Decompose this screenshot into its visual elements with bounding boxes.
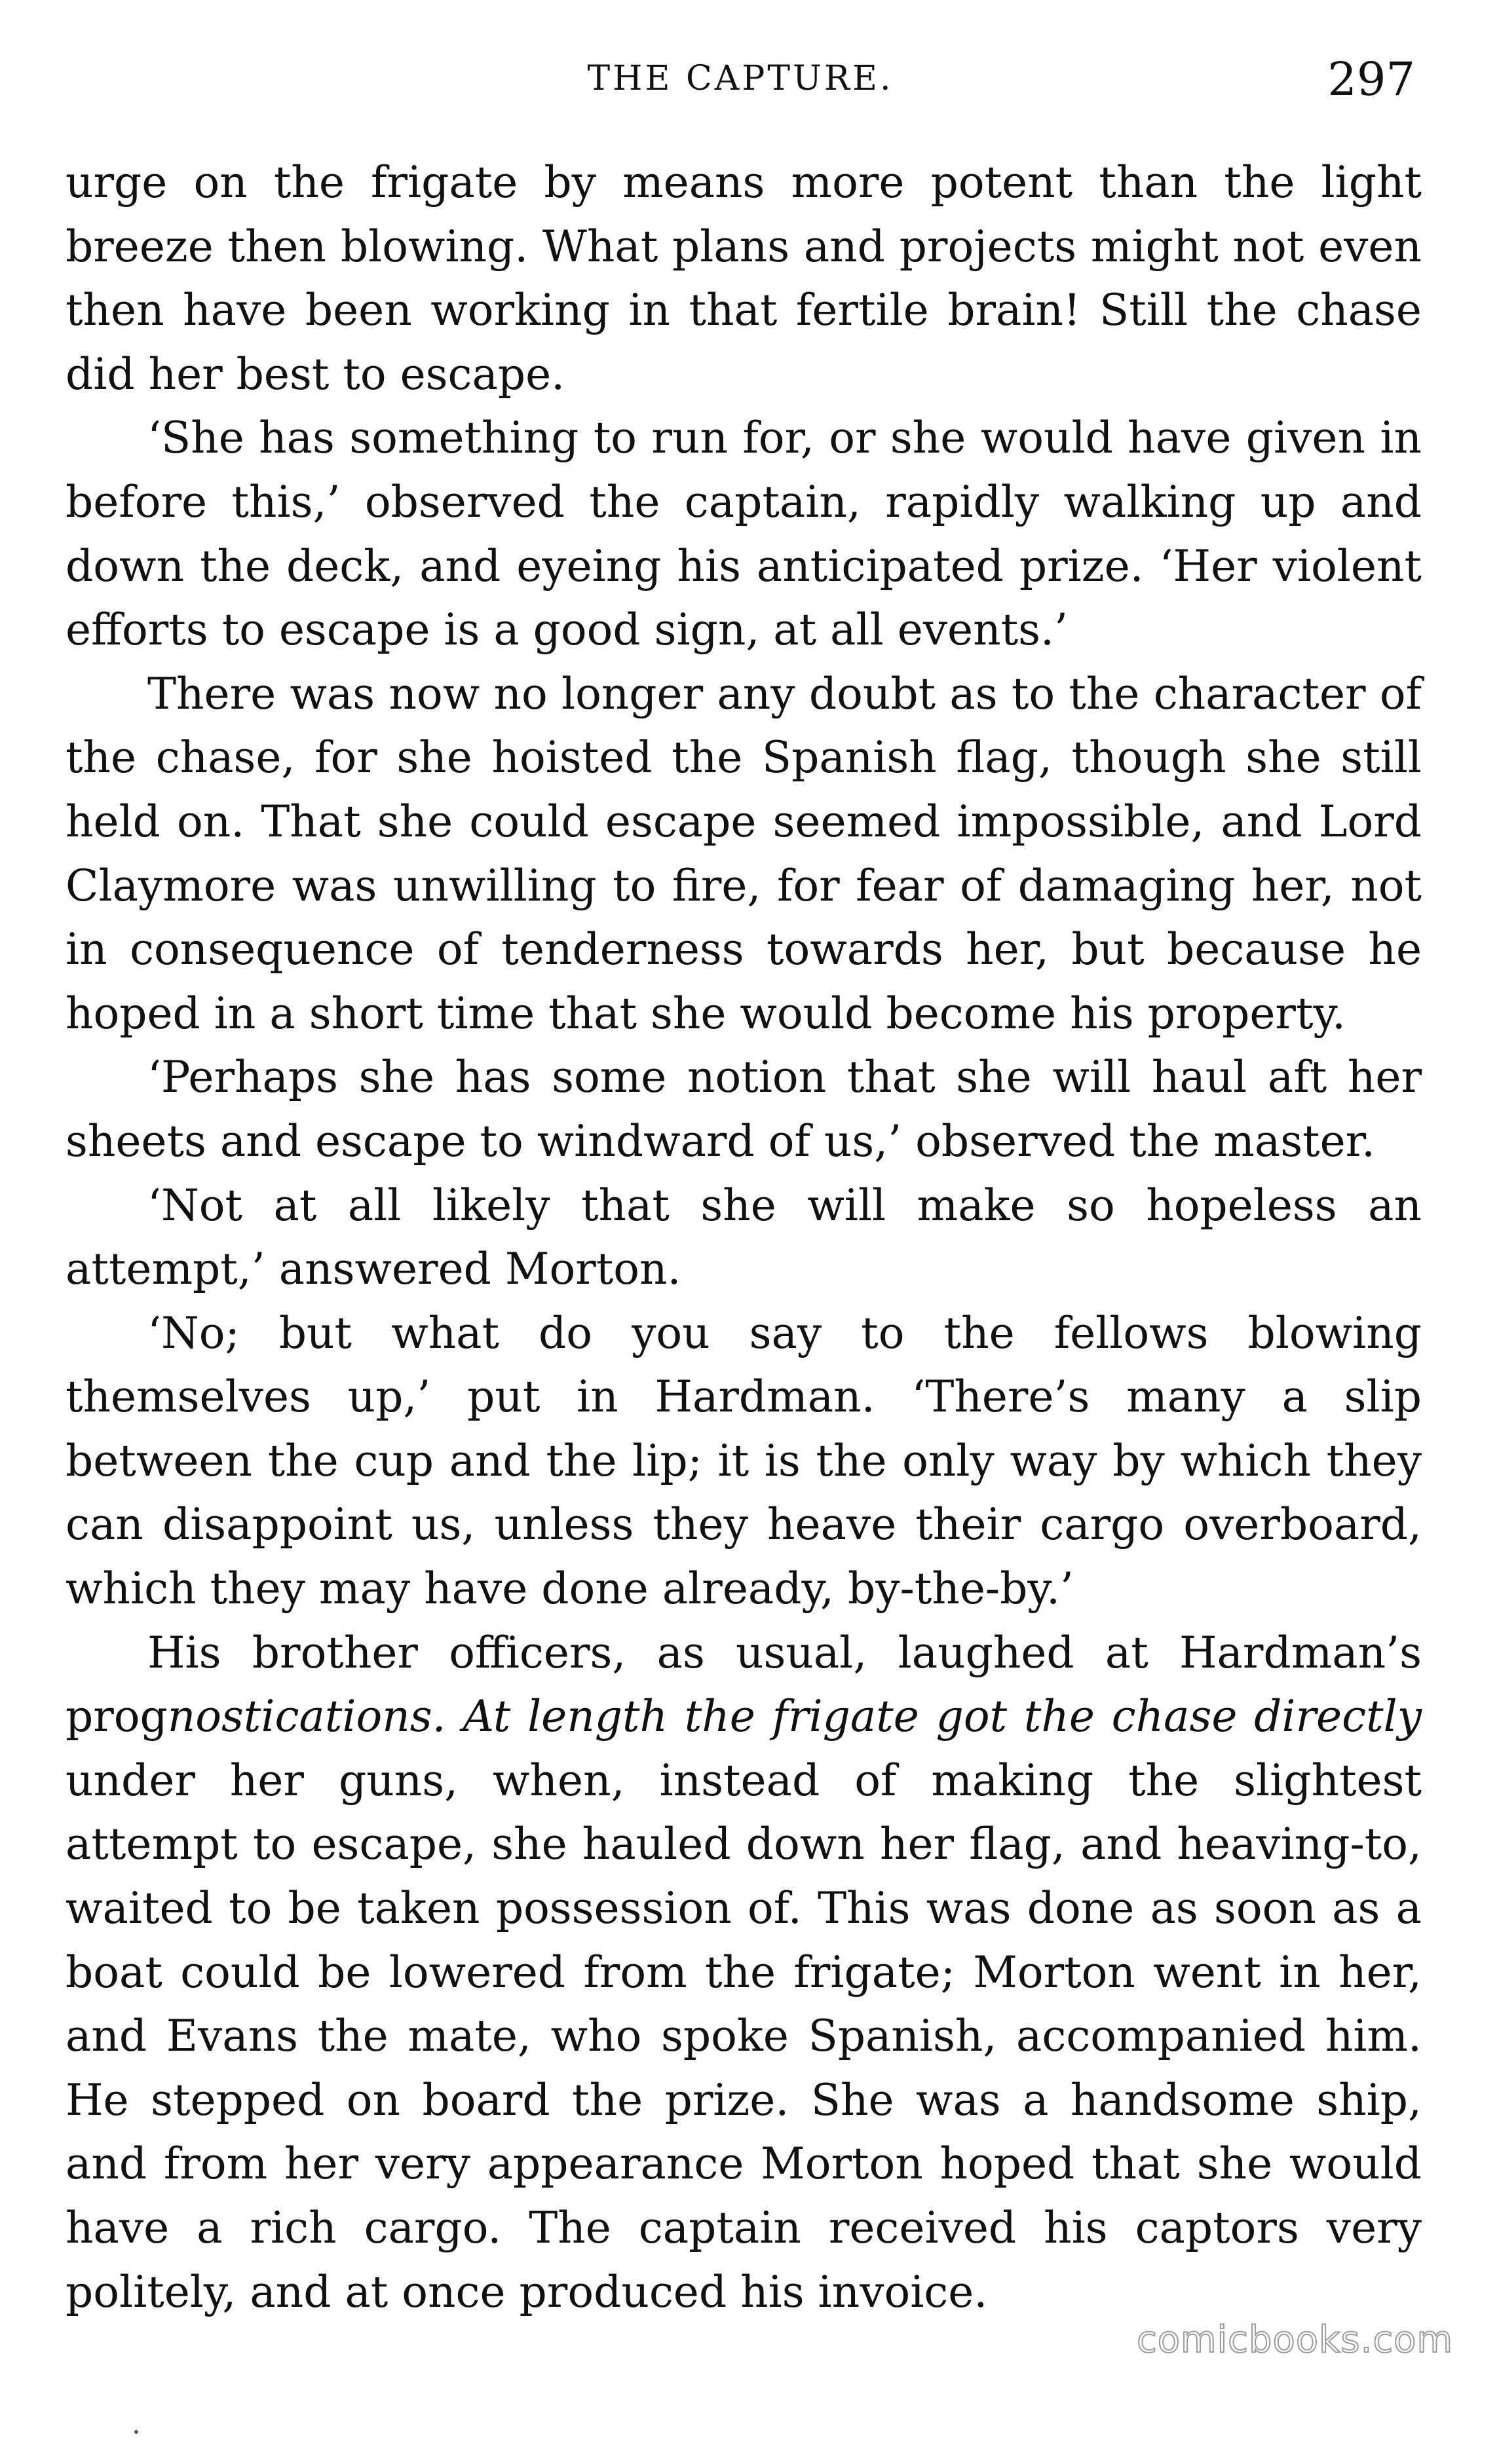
- paragraph: ‘Perhaps she has some notion that she will haul aft her sheets and escape to windward of us,’ observed the master.: [66, 1052, 1422, 1167]
- paragraph-text: His brother officers, as usual, laughed at Hardman’s prog: [66, 1627, 1422, 1742]
- running-head: [66, 52, 1415, 124]
- running-title: THE CAPTURE.: [587, 59, 894, 98]
- ink-speck: [134, 2430, 138, 2434]
- italic-text: nostications. At length the frigate got the chase directly: [167, 1691, 1422, 1742]
- paragraph: [66, 1621, 1422, 2324]
- paragraph: ‘No; but what do you say to the fellows blowing themselves up,’ put in Hardman. ‘There’s many a slip between the cup and the lip; it is the only way by which they can disappoint us, unless they heave their cargo overboard, which they may have done already, by-the-by.’: [66, 1307, 1422, 1615]
- watermark: comicbooks.com: [1136, 2319, 1453, 2361]
- paragraph: There was now no longer any doubt as to the character of the chase, for she hoisted the Spanish flag, though she still held on. That she could escape seemed impossible, and Lord Claymore was unwilling to fire, for fear of damaging her, not in consequence of tenderness towards her, but because he hoped in a short time that she would become his property.: [66, 668, 1422, 1039]
- page-number: 297: [1327, 52, 1415, 106]
- paragraph: ‘Not at all likely that she will make so hopeless an attempt,’ answered Morton.: [66, 1180, 1422, 1295]
- paragraph: ‘She has something to run for, or she would have given in before this,’ observed the captain, rapidly walking up and down the deck, and eyeing his anticipated prize. ‘Her violent efforts to escape is a good sign, at all events.’: [66, 413, 1422, 656]
- body-text: [66, 151, 1422, 2324]
- paragraph-text: under her guns, when, instead of making the slightest attempt to escape, she hauled down her flag, and heaving-to, waited to be taken possession of. This was done as soon as a boat could be lowered from the frigate; Morton went in her, and Evans the mate, who spoke Spanish, accompanied him. He stepped on board the prize. She was a handsome ship, and from her very appearance Morton hoped that she would have a rich cargo. The captain received his captors very politely, and at once produced his invoice.: [66, 1755, 1422, 2317]
- paragraph: urge on the frigate by means more potent than the light breeze then blowing. What plans and projects might not even then have been working in that fertile brain! Still the chase did her best to escape.: [66, 157, 1422, 400]
